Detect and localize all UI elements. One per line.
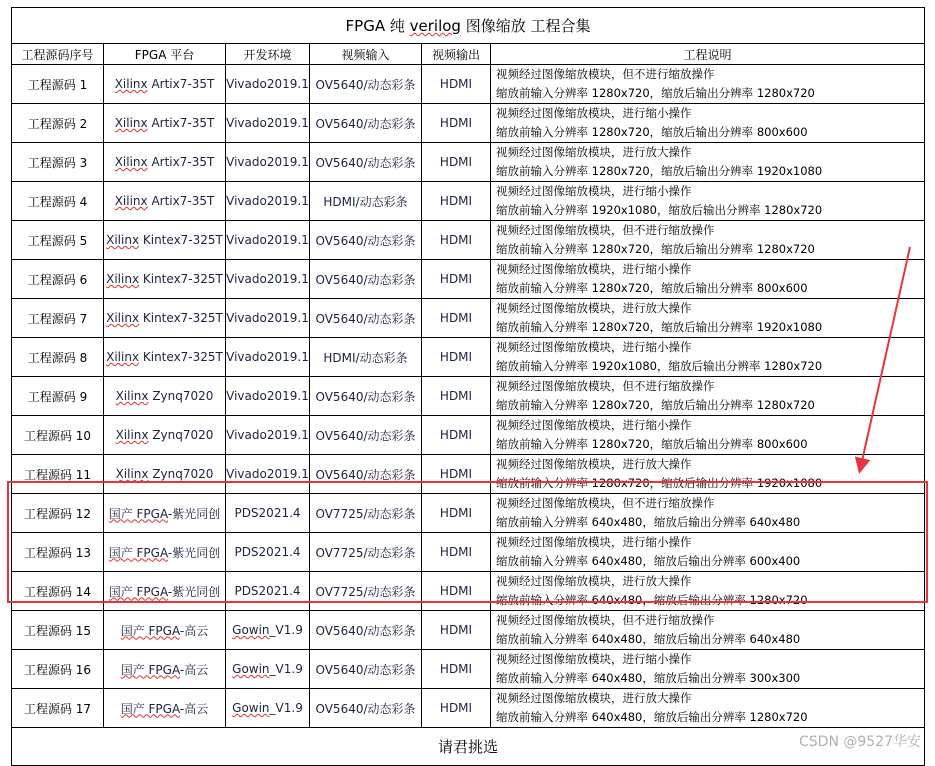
desc-line-2: 缩放前输入分辨率 640x480，缩放后输出分辨率 300x300 [496,671,801,685]
platform-text: 国产 FPGA-紫光同创 [108,506,221,521]
desc-line-2: 缩放前输入分辨率 1920x1080，缩放后输出分辨率 1280x720 [496,203,823,217]
video-input: OV5640/动态彩条 [310,689,422,728]
column-header: 工程源码序号 [12,44,104,65]
platform-text: 国产 FPGA-高云 [120,662,209,677]
env-text: Vivado2019.1 [226,428,309,442]
desc-line-1: 视频经过图像缩放模块，进行缩小操作 [496,652,692,666]
platform-text: Xilinx Kintex7-325T [106,311,223,325]
project-id: 工程源码 13 [12,533,104,572]
video-output: HDMI [422,182,491,221]
video-output: HDMI [422,494,491,533]
platform-text: 国产 FPGA-紫光同创 [108,584,221,599]
env-text: Vivado2019.1 [226,311,309,325]
video-input: OV7725/动态彩条 [310,494,422,533]
video-output: HDMI [422,260,491,299]
video-input: OV5640/动态彩条 [310,416,422,455]
video-output: HDMI [422,65,491,104]
video-input: OV5640/动态彩条 [310,143,422,182]
desc-line-2: 缩放前输入分辨率 640x480，缩放后输出分辨率 640x480 [496,515,801,529]
project-id: 工程源码 3 [12,143,104,182]
video-input: HDMI/动态彩条 [310,182,422,221]
platform-text: 国产 FPGA-高云 [120,623,209,638]
column-header: 工程说明 [491,44,925,65]
column-header: FPGA 平台 [104,44,226,65]
env-text: Vivado2019.1 [226,233,309,247]
video-output: HDMI [422,416,491,455]
video-output: HDMI [422,455,491,494]
video-output: HDMI [422,377,491,416]
env-text: Vivado2019.1 [226,389,309,403]
table-title: FPGA 纯 verilog 图像缩放 工程合集 [12,8,925,44]
desc-line-1: 视频经过图像缩放模块，进行缩小操作 [496,262,692,276]
desc-line-2: 缩放前输入分辨率 1280x720，缩放后输出分辨率 1280x720 [496,398,815,412]
platform-text: Xilinx Kintex7-325T [106,272,223,286]
env-text: Vivado2019.1 [226,77,309,91]
video-input: OV5640/动态彩条 [310,299,422,338]
video-input: OV5640/动态彩条 [310,104,422,143]
video-input: OV5640/动态彩条 [310,377,422,416]
video-output: HDMI [422,572,491,611]
desc-line-1: 视频经过图像缩放模块，进行放大操作 [496,574,692,588]
platform-text: Xilinx Artix7-35T [114,155,215,169]
desc-line-2: 缩放前输入分辨率 1280x720，缩放后输出分辨率 1920x1080 [496,320,823,334]
env-text: Gowin_V1.9 [232,701,303,715]
desc-line-2: 缩放前输入分辨率 640x480，缩放后输出分辨率 1280x720 [496,593,808,607]
desc-line-2: 缩放前输入分辨率 1280x720，缩放后输出分辨率 800x600 [496,437,808,451]
project-id: 工程源码 5 [12,221,104,260]
env-text: PDS2021.4 [234,506,301,520]
video-input: HDMI/动态彩条 [310,338,422,377]
desc-line-2: 缩放前输入分辨率 640x480，缩放后输出分辨率 600x400 [496,554,801,568]
desc-line-2: 缩放前输入分辨率 1280x720，缩放后输出分辨率 1280x720 [496,86,815,100]
project-id: 工程源码 16 [12,650,104,689]
platform-text: Xilinx Kintex7-325T [106,233,223,247]
video-input: OV7725/动态彩条 [310,533,422,572]
footer-text: 请君挑选 [12,728,925,766]
video-input: OV5640/动态彩条 [310,455,422,494]
video-output: HDMI [422,533,491,572]
platform-text: Xilinx Kintex7-325T [106,350,223,364]
desc-line-1: 视频经过图像缩放模块，进行缩小操作 [496,340,692,354]
project-id: 工程源码 17 [12,689,104,728]
desc-line-2: 缩放前输入分辨率 1280x720，缩放后输出分辨率 1920x1080 [496,164,823,178]
video-output: HDMI [422,221,491,260]
platform-text: Xilinx Zynq7020 [115,467,214,481]
env-text: Vivado2019.1 [226,194,309,208]
platform-text: 国产 FPGA-高云 [120,701,209,716]
project-id: 工程源码 11 [12,455,104,494]
project-id: 工程源码 1 [12,65,104,104]
video-output: HDMI [422,104,491,143]
project-id: 工程源码 2 [12,104,104,143]
column-header: 视频输出 [422,44,491,65]
desc-line-1: 视频经过图像缩放模块，进行缩小操作 [496,184,692,198]
video-output: HDMI [422,611,491,650]
platform-text: 国产 FPGA-紫光同创 [108,545,221,560]
video-input: OV5640/动态彩条 [310,65,422,104]
desc-line-2: 缩放前输入分辨率 1920x1080，缩放后输出分辨率 1280x720 [496,359,823,373]
project-id: 工程源码 9 [12,377,104,416]
column-header: 视频输入 [310,44,422,65]
platform-text: Xilinx Zynq7020 [115,428,214,442]
column-header: 开发环境 [226,44,310,65]
video-input: OV7725/动态彩条 [310,572,422,611]
platform-text: Xilinx Zynq7020 [115,389,214,403]
env-text: Gowin_V1.9 [232,662,303,676]
video-output: HDMI [422,650,491,689]
watermark: CSDN @9527华安 [799,734,921,750]
project-id: 工程源码 7 [12,299,104,338]
platform-text: Xilinx Artix7-35T [114,77,215,91]
project-id: 工程源码 4 [12,182,104,221]
desc-line-2: 缩放前输入分辨率 640x480，缩放后输出分辨率 1280x720 [496,710,808,724]
desc-line-2: 缩放前输入分辨率 1280x720，缩放后输出分辨率 1920x1080 [496,476,823,490]
desc-line-2: 缩放前输入分辨率 1280x720，缩放后输出分辨率 800x600 [496,125,808,139]
env-text: Vivado2019.1 [226,467,309,481]
video-input: OV5640/动态彩条 [310,611,422,650]
video-input: OV5640/动态彩条 [310,260,422,299]
env-text: PDS2021.4 [234,545,301,559]
project-id: 工程源码 10 [12,416,104,455]
env-text: Vivado2019.1 [226,155,309,169]
platform-text: Xilinx Artix7-35T [114,116,215,130]
desc-line-1: 视频经过图像缩放模块，进行缩小操作 [496,535,692,549]
desc-line-1: 视频经过图像缩放模块，但不进行缩放操作 [496,223,715,237]
desc-line-1: 视频经过图像缩放模块，进行缩小操作 [496,106,692,120]
video-input: OV5640/动态彩条 [310,650,422,689]
desc-line-1: 视频经过图像缩放模块，但不进行缩放操作 [496,67,715,81]
desc-line-2: 缩放前输入分辨率 640x480，缩放后输出分辨率 640x480 [496,632,801,646]
env-text: Vivado2019.1 [226,272,309,286]
env-text: Vivado2019.1 [226,116,309,130]
video-input: OV5640/动态彩条 [310,221,422,260]
project-id: 工程源码 6 [12,260,104,299]
desc-line-1: 视频经过图像缩放模块，进行缩小操作 [496,418,692,432]
desc-line-1: 视频经过图像缩放模块，但不进行缩放操作 [496,613,715,627]
video-output: HDMI [422,299,491,338]
desc-line-1: 视频经过图像缩放模块，进行放大操作 [496,301,692,315]
env-text: Gowin_V1.9 [232,623,303,637]
video-output: HDMI [422,689,491,728]
env-text: Vivado2019.1 [226,350,309,364]
project-id: 工程源码 15 [12,611,104,650]
desc-line-1: 视频经过图像缩放模块，但不进行缩放操作 [496,496,715,510]
env-text: PDS2021.4 [234,584,301,598]
project-id: 工程源码 12 [12,494,104,533]
desc-line-1: 视频经过图像缩放模块，进行放大操作 [496,145,692,159]
project-id: 工程源码 8 [12,338,104,377]
desc-line-1: 视频经过图像缩放模块，但不进行缩放操作 [496,379,715,393]
video-output: HDMI [422,338,491,377]
video-output: HDMI [422,143,491,182]
desc-line-1: 视频经过图像缩放模块，进行放大操作 [496,691,692,705]
desc-line-2: 缩放前输入分辨率 1280x720，缩放后输出分辨率 800x600 [496,281,808,295]
project-id: 工程源码 14 [12,572,104,611]
desc-line-2: 缩放前输入分辨率 1280x720，缩放后输出分辨率 1280x720 [496,242,815,256]
platform-text: Xilinx Artix7-35T [114,194,215,208]
desc-line-1: 视频经过图像缩放模块，进行放大操作 [496,457,692,471]
